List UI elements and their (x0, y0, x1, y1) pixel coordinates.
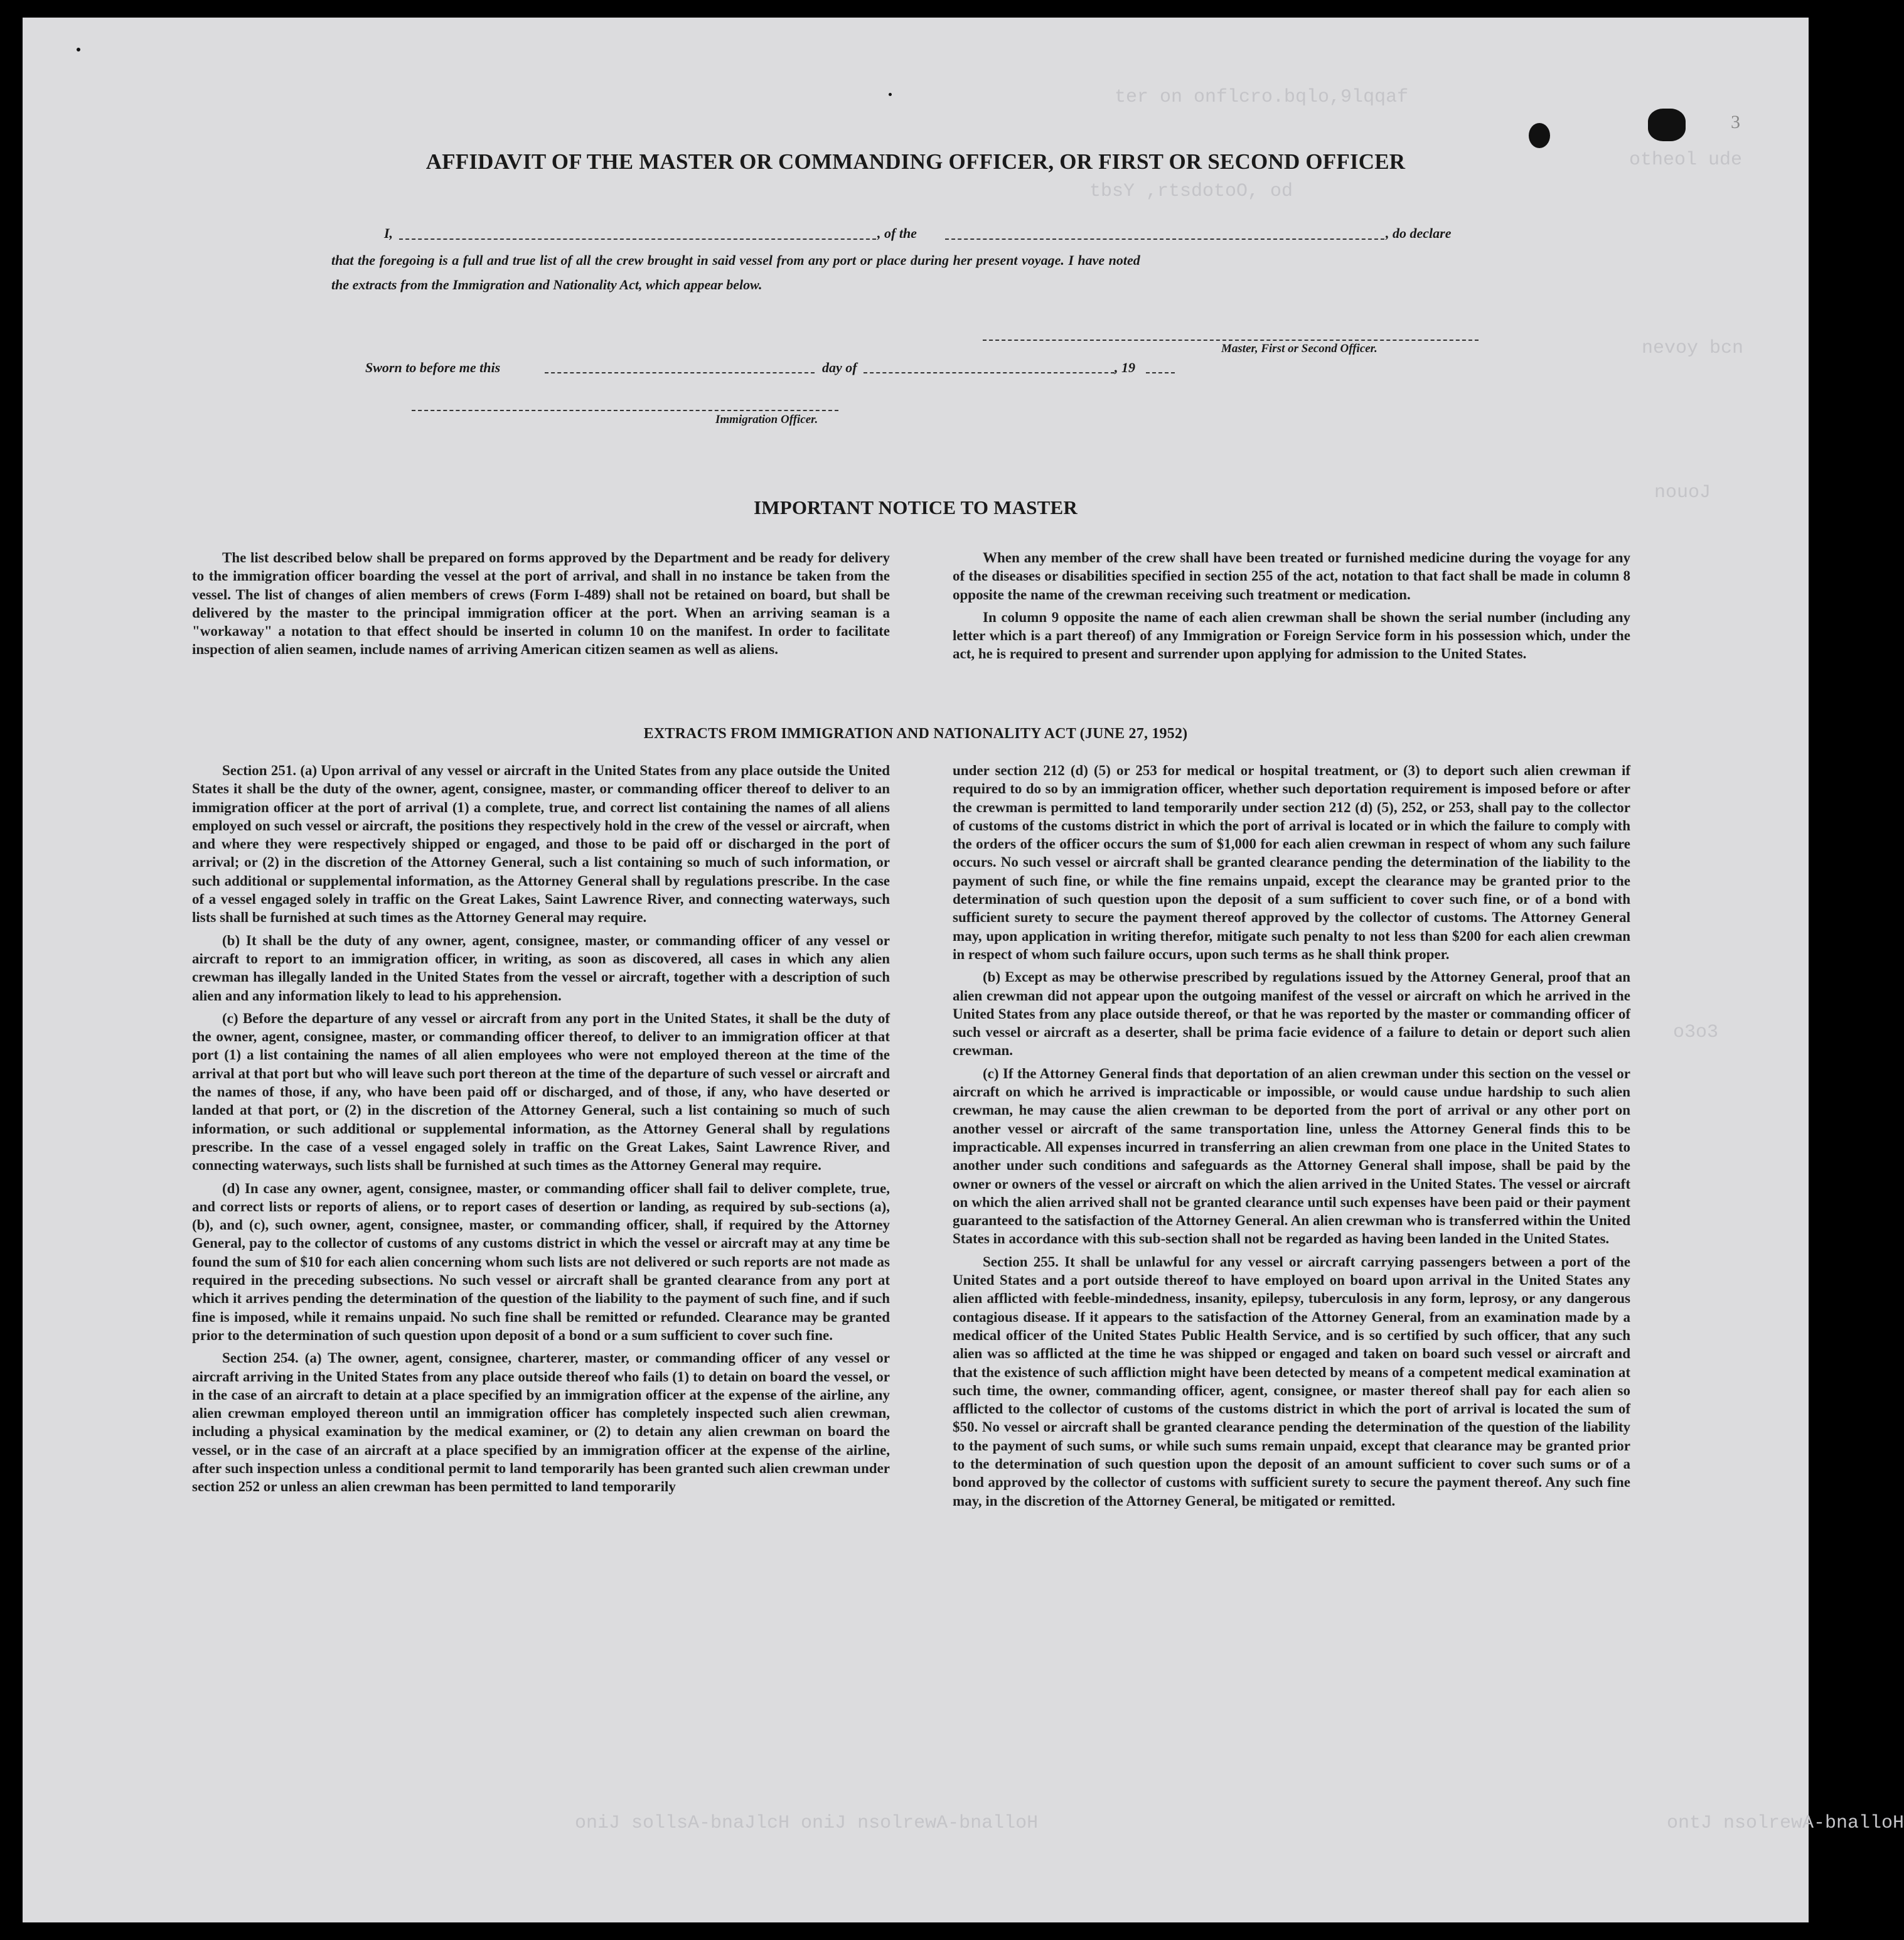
sworn-day-field[interactable] (545, 372, 815, 373)
master-signature-label: Master, First or Second Officer. (1221, 342, 1377, 355)
immigration-officer-label: Immigration Officer. (715, 413, 818, 426)
notice-paragraph: When any member of the crew shall have been treated or furnished medicine during the voyage for any of the diseases or disabilities specified in section 255 of the act, notation to that fact shall be made in column 8 opposite the name of the crewman receiving such treatment or medication. (953, 550, 1630, 603)
extract-paragraph: Section 254. (a) The owner, agent, consignee, charterer, master, or commanding officer of any vessel or aircraft arriving in the United States from any place outside thereof who fails (1) to detain on board the vessel, or in the case of an aircraft to detain at a place specified by an immigration officer at the expense of the airline, any alien crewman employed thereon until an immigration officer has completely inspected such alien crewman, including a physical examination by the medical examiner, or (2) to detain any alien crewman on board the vessel, or in the case of an aircraft at a place specified by an immigration officer at the expense of the airline, after such inspection unless a conditional permit to land temporarily has been granted such alien crewman under section 252 or unless an alien crewman has been permitted to land temporarily (192, 1350, 890, 1495)
affidavit-of-the-label: , of the (877, 225, 917, 241)
bleed-through-text: tbsY ,rtsdotoO, od (1089, 181, 1293, 202)
affidavit-i-label: I, (384, 225, 393, 241)
immigration-officer-signature-field[interactable] (412, 410, 838, 411)
declarant-name-field[interactable] (399, 238, 876, 240)
ink-speck (889, 93, 892, 96)
extracts-title: EXTRACTS FROM IMMIGRATION AND NATIONALITY ACT (JUNE 27, 1952) (643, 726, 1188, 742)
affidavit-statement-line: the extracts from the Immigration and Nationality Act, which appear below. (331, 277, 762, 292)
sworn-month-field[interactable] (864, 372, 1115, 373)
ink-blot (1648, 109, 1686, 141)
bleed-through-text: ontJ nsolrewA-bnalloH (1667, 1813, 1904, 1834)
page-number: 3 (1731, 112, 1740, 132)
master-signature-field[interactable] (983, 340, 1479, 341)
notice-paragraph: The list described below shall be prepared on forms approved by the Department and be ready for delivery to the immigration officer boarding the vessel at the port of arrival, and shall in no instance be taken from the vessel. The list of changes of alien members of crews (Form I-489) shall not be retained on board, but shall be delivered by the master to the principal immigration officer at the port. When an arriving seaman is a "workaway" a notation to that effect should be inserted in column 10 on the manifest. In order to facilitate inspection of alien seamen, include names of arriving American citizen seamen as well as aliens. (192, 550, 890, 658)
day-of-label: day of (822, 360, 857, 375)
ink-speck (77, 48, 80, 51)
vessel-name-field[interactable] (945, 238, 1384, 240)
extract-paragraph: (c) If the Attorney General finds that deportation of an alien crewman under this section on the vessel or aircraft on which he arrived is impracticable or impossible, or would cause undue hardship to such alien crewman, he may cause the alien crewman to be deported from the port of arrival or any other port on another vessel or aircraft of the same transportation line, unless the Attorney General finds this to be impracticable. All expenses incurred in transferring an alien crewman from one place in the United States to another under such conditions and safeguards as the Attorney General shall impose, shall be paid by the owner or owners of the vessel or aircraft on which the alien arrived in the United States. The vessel or aircraft on which the alien arrived shall not be granted clearance until such expenses have been paid or their payment guaranteed to the satisfaction of the Attorney General. An alien crewman who is transferred within the United States in accordance with this sub-section shall not be regarded as having been landed in the United States. (953, 1065, 1630, 1247)
affidavit-statement-line: that the foregoing is a full and true list of all the crew brought in said vessel from any port or place during her present voyage. I have noted (331, 252, 1140, 268)
extract-paragraph: Section 255. It shall be unlawful for any vessel or aircraft carrying passengers between a port of the United States and a port outside thereof to have employed on board upon arrival in the United States any alien afflicted with feeble-mindedness, insanity, epilepsy, tuberculosis in any form, leprosy, or any dangerous contagious disease. If it appears to the satisfaction of the Attorney General, from an examination made by a medical officer of the United States Public Health Service, and is so certified by such officer, that any such alien was so afflicted at the time he was shipped or engaged and taken on board such vessel or aircraft and that the existence of such affliction might have been detected by means of a competent medical examination at such time, the owner, commanding officer, agent, consignee, or master thereof shall pay for each alien so afflicted to the collector of customs of the customs district in which the port of arrival is located the sum of $50. No vessel or aircraft shall be granted clearance pending the determination of the question of the liability to the payment of such sums, or while such sums remain unpaid, except that clearance may be granted prior to the determination of such question upon the deposit of an amount sufficient to cover such sums or of a bond approved by the collector of customs with sufficient surety to secure the payment thereof. Any such fine may, in the discretion of the Attorney General, be mitigated or remitted. (953, 1253, 1630, 1509)
notice-title: IMPORTANT NOTICE TO MASTER (754, 496, 1078, 518)
extract-paragraph: Section 251. (a) Upon arrival of any vessel or aircraft in the United States from any place outside the United States it shall be the duty of the owner, agent, consignee, master, or commanding officer thereof to deliver to an immigration officer at the port of arrival (1) a complete, true, and correct list containing the names of all aliens employed on such vessel or aircraft, the positions they respectively hold in the crew of the vessel or aircraft, when and where they were respectively shipped or engaged, and those to be paid off or discharged in the port of arrival; or (2) in the discretion of the Attorney General, such a list containing so much of such information, or such additional or supplemental information, as the Attorney General shall by regulations prescribe. In the case of a vessel engaged solely in traffic on the Great Lakes, Saint Lawrence River, and connecting waterways, such lists shall be furnished at such times as the Attorney General may require. (192, 763, 890, 926)
bleed-through-text: o3o3 (1673, 1022, 1719, 1043)
extracts-left-column (192, 761, 890, 1501)
notice-left-column (192, 549, 890, 663)
extract-paragraph: (b) Except as may be otherwise prescribed by regulations issued by the Attorney General, proof that an alien crewman did not appear upon the outgoing manifest of the vessel or aircraft on which he arrived in the United States from any place outside thereof, or that he was reported by the master or commanding officer of such vessel or aircraft as a deserter, shall be prima facie evidence of a failure to detain or deport such alien crewman. (953, 969, 1630, 1059)
extract-paragraph: (c) Before the departure of any vessel or aircraft from any port in the United States, it shall be the duty of the owner, agent, consignee, master, or commanding officer thereof, to deliver to an immigration officer at that port (1) a list containing the names of all alien employees who were not employed thereon at the time of the arrival at that port but who will leave such port thereon at the time of the departure of such vessel or aircraft and the names of those, if any, who have been paid off or discharged, and of those, if any, who have deserted or landed at that port, or (2) in the discretion of the Attorney General, such a list containing so much of such information, or such additional or supplemental information, as the Attorney General shall by regulations prescribe. In the case of a vessel engaged solely in traffic on the Great Lakes, Saint Lawrence River, and connecting waterways, such lists shall be furnished at such times as the Attorney General may require. (192, 1010, 890, 1174)
notice-paragraph: In column 9 opposite the name of each alien crewman shall be shown the serial number (including any letter which is a part thereof) of any Immigration or Foreign Service form in his possession which, under the act, he is required to present and surrender upon applying for admission to the United States. (953, 609, 1630, 662)
extract-paragraph: (d) In case any owner, agent, consignee, master, or commanding officer shall fail to deliver complete, true, and correct lists or reports of aliens, or to report cases of desertion or landing, as required by sub-sections (a), (b), and (c), such owner, agent, consignee, master, or commanding officer, shall, if required by the Attorney General, pay to the collector of customs of any customs district in which the vessel or aircraft may at any time be found the sum of $10 for each alien concerning whom such lists are not delivered or such reports are not made as required in the preceding subsections. No such vessel or aircraft shall be granted clearance from any port at which it arrives pending the determination of the question of the liability to the payment of such fine, and if such fine is imposed, while it remains unpaid. No such fine shall be remitted or refunded. Clearance may be granted prior to the determination of such question upon deposit of a bond or a sum sufficient to cover such fine. (192, 1180, 890, 1343)
ink-blot (1529, 123, 1550, 148)
bleed-through-text: nevoy bcn (1642, 338, 1744, 359)
extract-paragraph: under section 212 (d) (5) or 253 for medical or hospital treatment, or (3) to deport such alien crewman if required to do so by an immigration officer, whether such deportation requirement is imposed before or after the crewman is permitted to land temporarily under section 212 (d) (5), 252, or 253, shall pay to the collector of customs of the customs district in which the port of arrival is located or in which the failure to comply with the orders of the officer occurs the sum of $1,000 for each alien crewman in respect of whom any such failure occurs. No such vessel or aircraft shall be granted clearance pending the determination of the liability to the payment of such fine, or while the fine remains unpaid, except the clearance may be granted prior to the determination of such question upon the deposit of a sum sufficient to cover such fine, or of a bond with sufficient surety to secure the payment thereof approved by the collector of customs. The Attorney General may, upon application in writing therefor, mitigate such penalty to not less than $200 for each alien crewman in respect of whom such failure occurs, upon such terms as he shall think proper. (953, 763, 1630, 962)
bleed-through-text: nouoJ (1654, 482, 1711, 503)
bleed-through-text: ter on onflcro.bqlo,9lqqaf (1115, 87, 1409, 108)
extract-paragraph: (b) It shall be the duty of any owner, agent, consignee, master, or commanding officer of any vessel or aircraft to report to an immigration officer, in writing, as soon as discovered, all cases in which any alien crewman has illegally landed in the United States from the vessel or aircraft, together with a description of such alien and any information likely to lead to his apprehension. (192, 932, 890, 1004)
document-page (23, 18, 1904, 1922)
extracts-right-column (953, 761, 1630, 1514)
affidavit-title: AFFIDAVIT OF THE MASTER OR COMMANDING OFFICER, OR FIRST OR SECOND OFFICER (425, 149, 1406, 174)
sworn-label: Sworn to before me this (365, 360, 501, 375)
bleed-through-text: otheol ude (1629, 149, 1743, 171)
bleed-through-text: oniJ sollsA-bnaJlcH oniJ nsolrewA-bnalloH (575, 1813, 1039, 1834)
affidavit-do-declare-label: , do declare (1386, 225, 1452, 241)
sworn-year-field[interactable] (1146, 372, 1175, 373)
year-label: , 19 (1115, 360, 1135, 375)
notice-right-column (953, 549, 1630, 668)
